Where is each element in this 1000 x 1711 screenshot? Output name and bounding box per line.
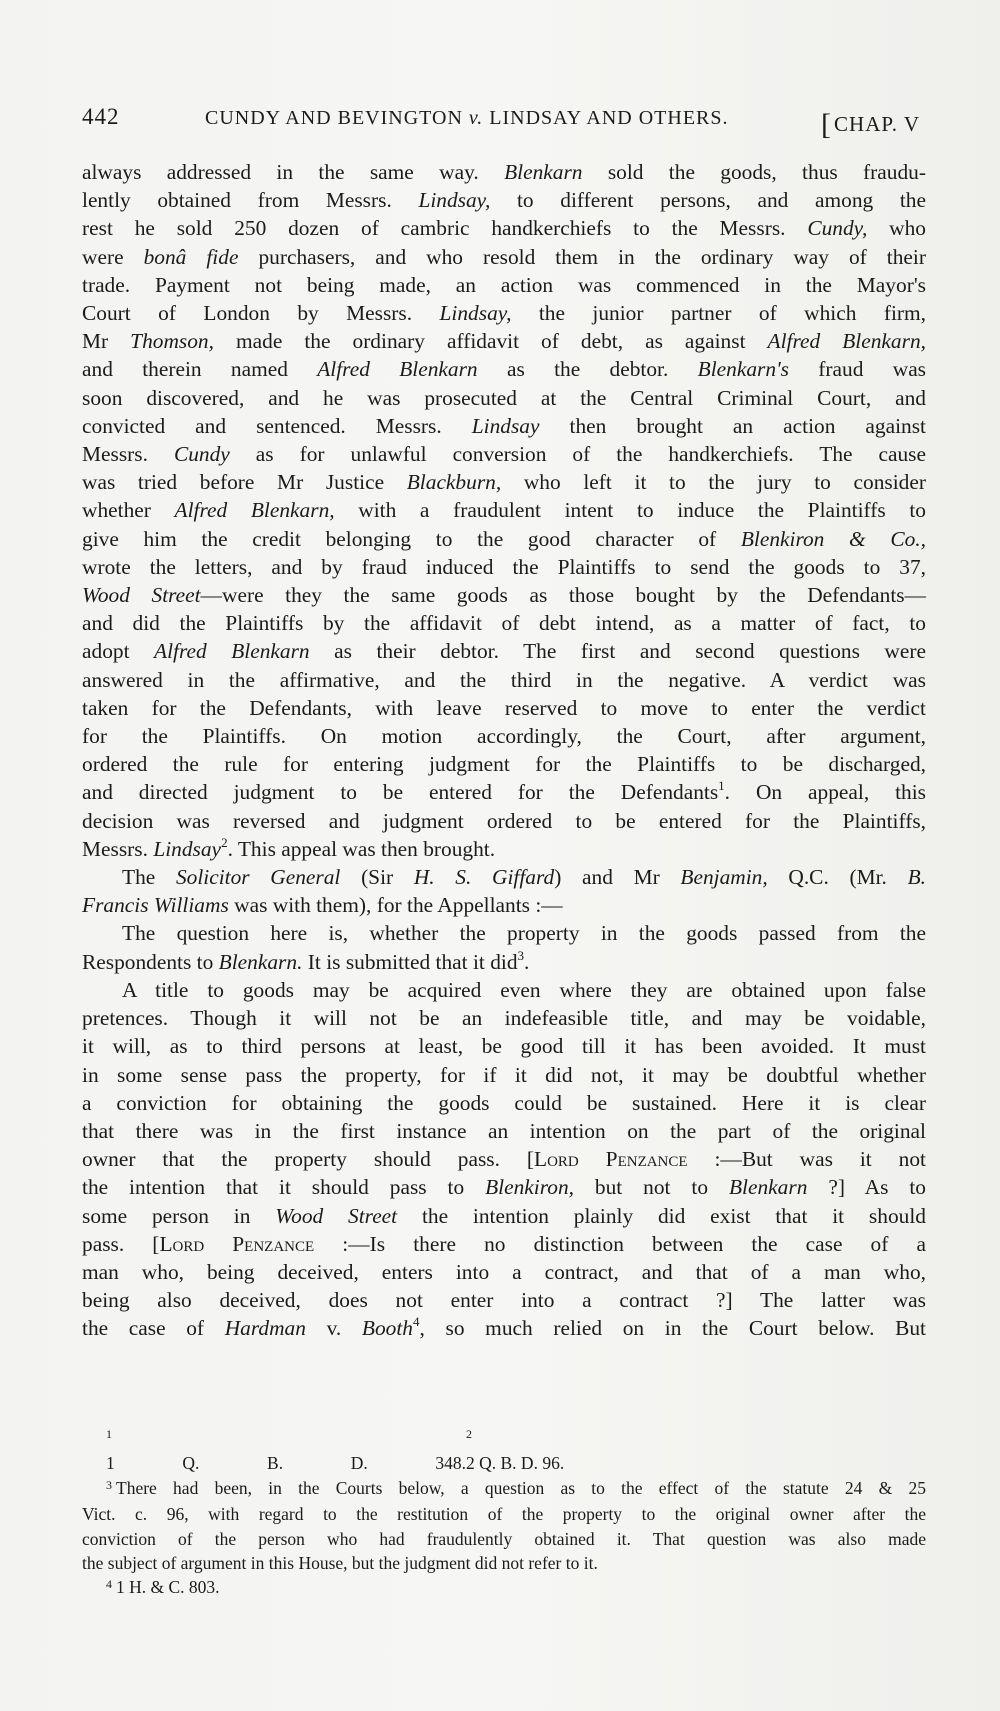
body-line: pretences. Though it will not be an indefeasible title, and may be voidable, xyxy=(82,1006,926,1031)
body-line: whether Alfred Blenkarn, with a fraudulent intent to induce the Plaintiffs to xyxy=(82,498,926,523)
body-line: Mr Thomson, made the ordinary affidavit of debt, as against Alfred Blenkarn, xyxy=(82,329,926,354)
body-line: lently obtained from Messrs. Lindsay, to different persons, and among the xyxy=(82,188,926,213)
body-line: decision was reversed and judgment ordered to be entered for the Plaintiffs, xyxy=(82,808,926,833)
body-line: a conviction for obtaining the goods could be sustained. Here it is clear xyxy=(82,1090,926,1115)
body-line: The question here is, whether the property in the goods passed from the xyxy=(122,921,926,946)
footnote-3-line: conviction of the person who had fraudulently obtained it. That question was also made xyxy=(82,1528,926,1549)
footnote-4: $^4$ 1 H. & C. 803. xyxy=(106,1577,220,1598)
footnote-ref: 1 xyxy=(718,778,725,794)
running-title-part-1: CUNDY AND BEVINGTON xyxy=(205,107,463,129)
body-line: convicted and sentenced. Messrs. Lindsay then brought an action against xyxy=(82,413,927,438)
footnote-1: 1 1 Q. B. D. 348. xyxy=(106,1427,466,1474)
body-line: Messrs. Lindsay$^2$. This appeal was then brought. xyxy=(82,834,496,861)
page-number: 442 xyxy=(82,104,120,129)
footnote-2: 2 2 Q. B. D. 96. xyxy=(466,1427,565,1474)
body-line: some person in Wood Street the intention plainly did exist that it should xyxy=(82,1203,926,1228)
body-line: adopt Alfred Blenkarn as their debtor. The first and second questions were xyxy=(82,639,926,664)
body-line: taken for the Defendants, with leave reserved to move to enter the verdict xyxy=(82,695,926,720)
body-line: wrote the letters, and by fraud induced the Plaintiffs to send the goods to 37, xyxy=(82,554,926,579)
body-line: The Solicitor General (Sir H. S. Giffard) and Mr Benjamin, Q.C. (Mr. B. xyxy=(122,865,926,890)
body-line: A title to goods may be acquired even where they are obtained upon false xyxy=(122,977,926,1002)
footnote-3-line: $^3$ There had been, in the Courts below, a question as to the effect of the statute 24 & 25 xyxy=(106,1477,926,1498)
body-line: Respondents to Blenkarn. It is submitted that it did$^3$. xyxy=(82,947,530,974)
body-line: the case of Hardman v. Booth$^4$, so much relied on in the Court below. But xyxy=(82,1314,926,1341)
running-title-versus: v. xyxy=(468,107,484,129)
body-line: pass. [Lord Penzance :—Is there no distinction between the case of a xyxy=(82,1231,926,1256)
running-header xyxy=(82,104,924,140)
body-line: give him the credit belonging to the good character of Blenkiron & Co., xyxy=(82,526,926,551)
footnote-3-line: the subject of argument in this House, but the judgment did not refer to it. xyxy=(82,1553,598,1574)
body-line: for the Plaintiffs. On motion accordingly, the Court, after argument, xyxy=(82,724,926,749)
body-line: trade. Payment not being made, an action was commenced in the Mayor's xyxy=(82,272,926,297)
body-line: Court of London by Messrs. Lindsay, the junior partner of which firm, xyxy=(82,301,926,326)
body-line: Francis Williams was with them), for the Appellants :— xyxy=(82,893,563,918)
body-line: always addressed in the same way. Blenkarn sold the goods, thus fraudu- xyxy=(82,160,926,184)
body-line: answered in the affirmative, and the third in the negative. A verdict was xyxy=(82,667,926,692)
body-line: the intention that it should pass to Blenkiron, but not to Blenkarn ?] As to xyxy=(82,1175,927,1200)
running-title xyxy=(205,107,729,130)
running-title-part-2: LINDSAY AND OTHERS. xyxy=(489,107,729,129)
body-line: ordered the rule for entering judgment for the Plaintiffs to be discharged, xyxy=(82,752,926,777)
body-line: Messrs. Cundy as for unlawful conversion of the handkerchiefs. The cause xyxy=(82,442,926,467)
body-line: soon discovered, and he was prosecuted at the Central Criminal Court, and xyxy=(82,385,926,410)
body-line: it will, as to third persons at least, be good till it has been avoided. It must xyxy=(82,1034,926,1059)
body-line: Wood Street—were they the same goods as those bought by the Defendants— xyxy=(82,583,927,608)
body-line: and therein named Alfred Blenkarn as the debtor. Blenkarn's fraud was xyxy=(82,357,927,382)
footnote-ref: 4 xyxy=(413,1314,420,1330)
body-line: that there was in the first instance an intention on the part of the original xyxy=(82,1118,926,1143)
footnote-row-1-2 xyxy=(82,1427,926,1476)
body-line: and did the Plaintiffs by the affidavit of debt intend, as a matter of fact, to xyxy=(82,611,926,636)
chapter-bracket: [ xyxy=(821,108,833,141)
body-line: in some sense pass the property, for if it did not, it may be doubtful whether xyxy=(82,1062,926,1087)
body-line: and directed judgment to be entered for the Defendants$^1$. On appeal, this xyxy=(82,778,926,805)
body-line: owner that the property should pass. [Lord Penzance :—But was it not xyxy=(82,1147,926,1172)
body-line: was tried before Mr Justice Blackburn, who left it to the jury to consider xyxy=(82,470,926,495)
body-line: being also deceived, does not enter into a contract ?] The latter was xyxy=(82,1288,926,1313)
body-line: man who, being deceived, enters into a contract, and that of a man who, xyxy=(82,1259,926,1284)
body-line: rest he sold 250 dozen of cambric handkerchiefs to the Messrs. Cundy, who xyxy=(82,216,927,241)
footnote-ref: 2 xyxy=(221,834,228,850)
chapter-text: CHAP. V xyxy=(834,112,920,136)
body-line: were bonâ fide purchasers, and who resold them in the ordinary way of their xyxy=(82,244,926,269)
footnote-3-line: Vict. c. 96, with regard to the restitution of the property to the original owner after the xyxy=(82,1504,926,1525)
footnotes xyxy=(82,1427,926,1602)
body-text xyxy=(82,158,926,1343)
chapter-label xyxy=(821,105,920,139)
footnote-ref: 3 xyxy=(517,947,525,963)
